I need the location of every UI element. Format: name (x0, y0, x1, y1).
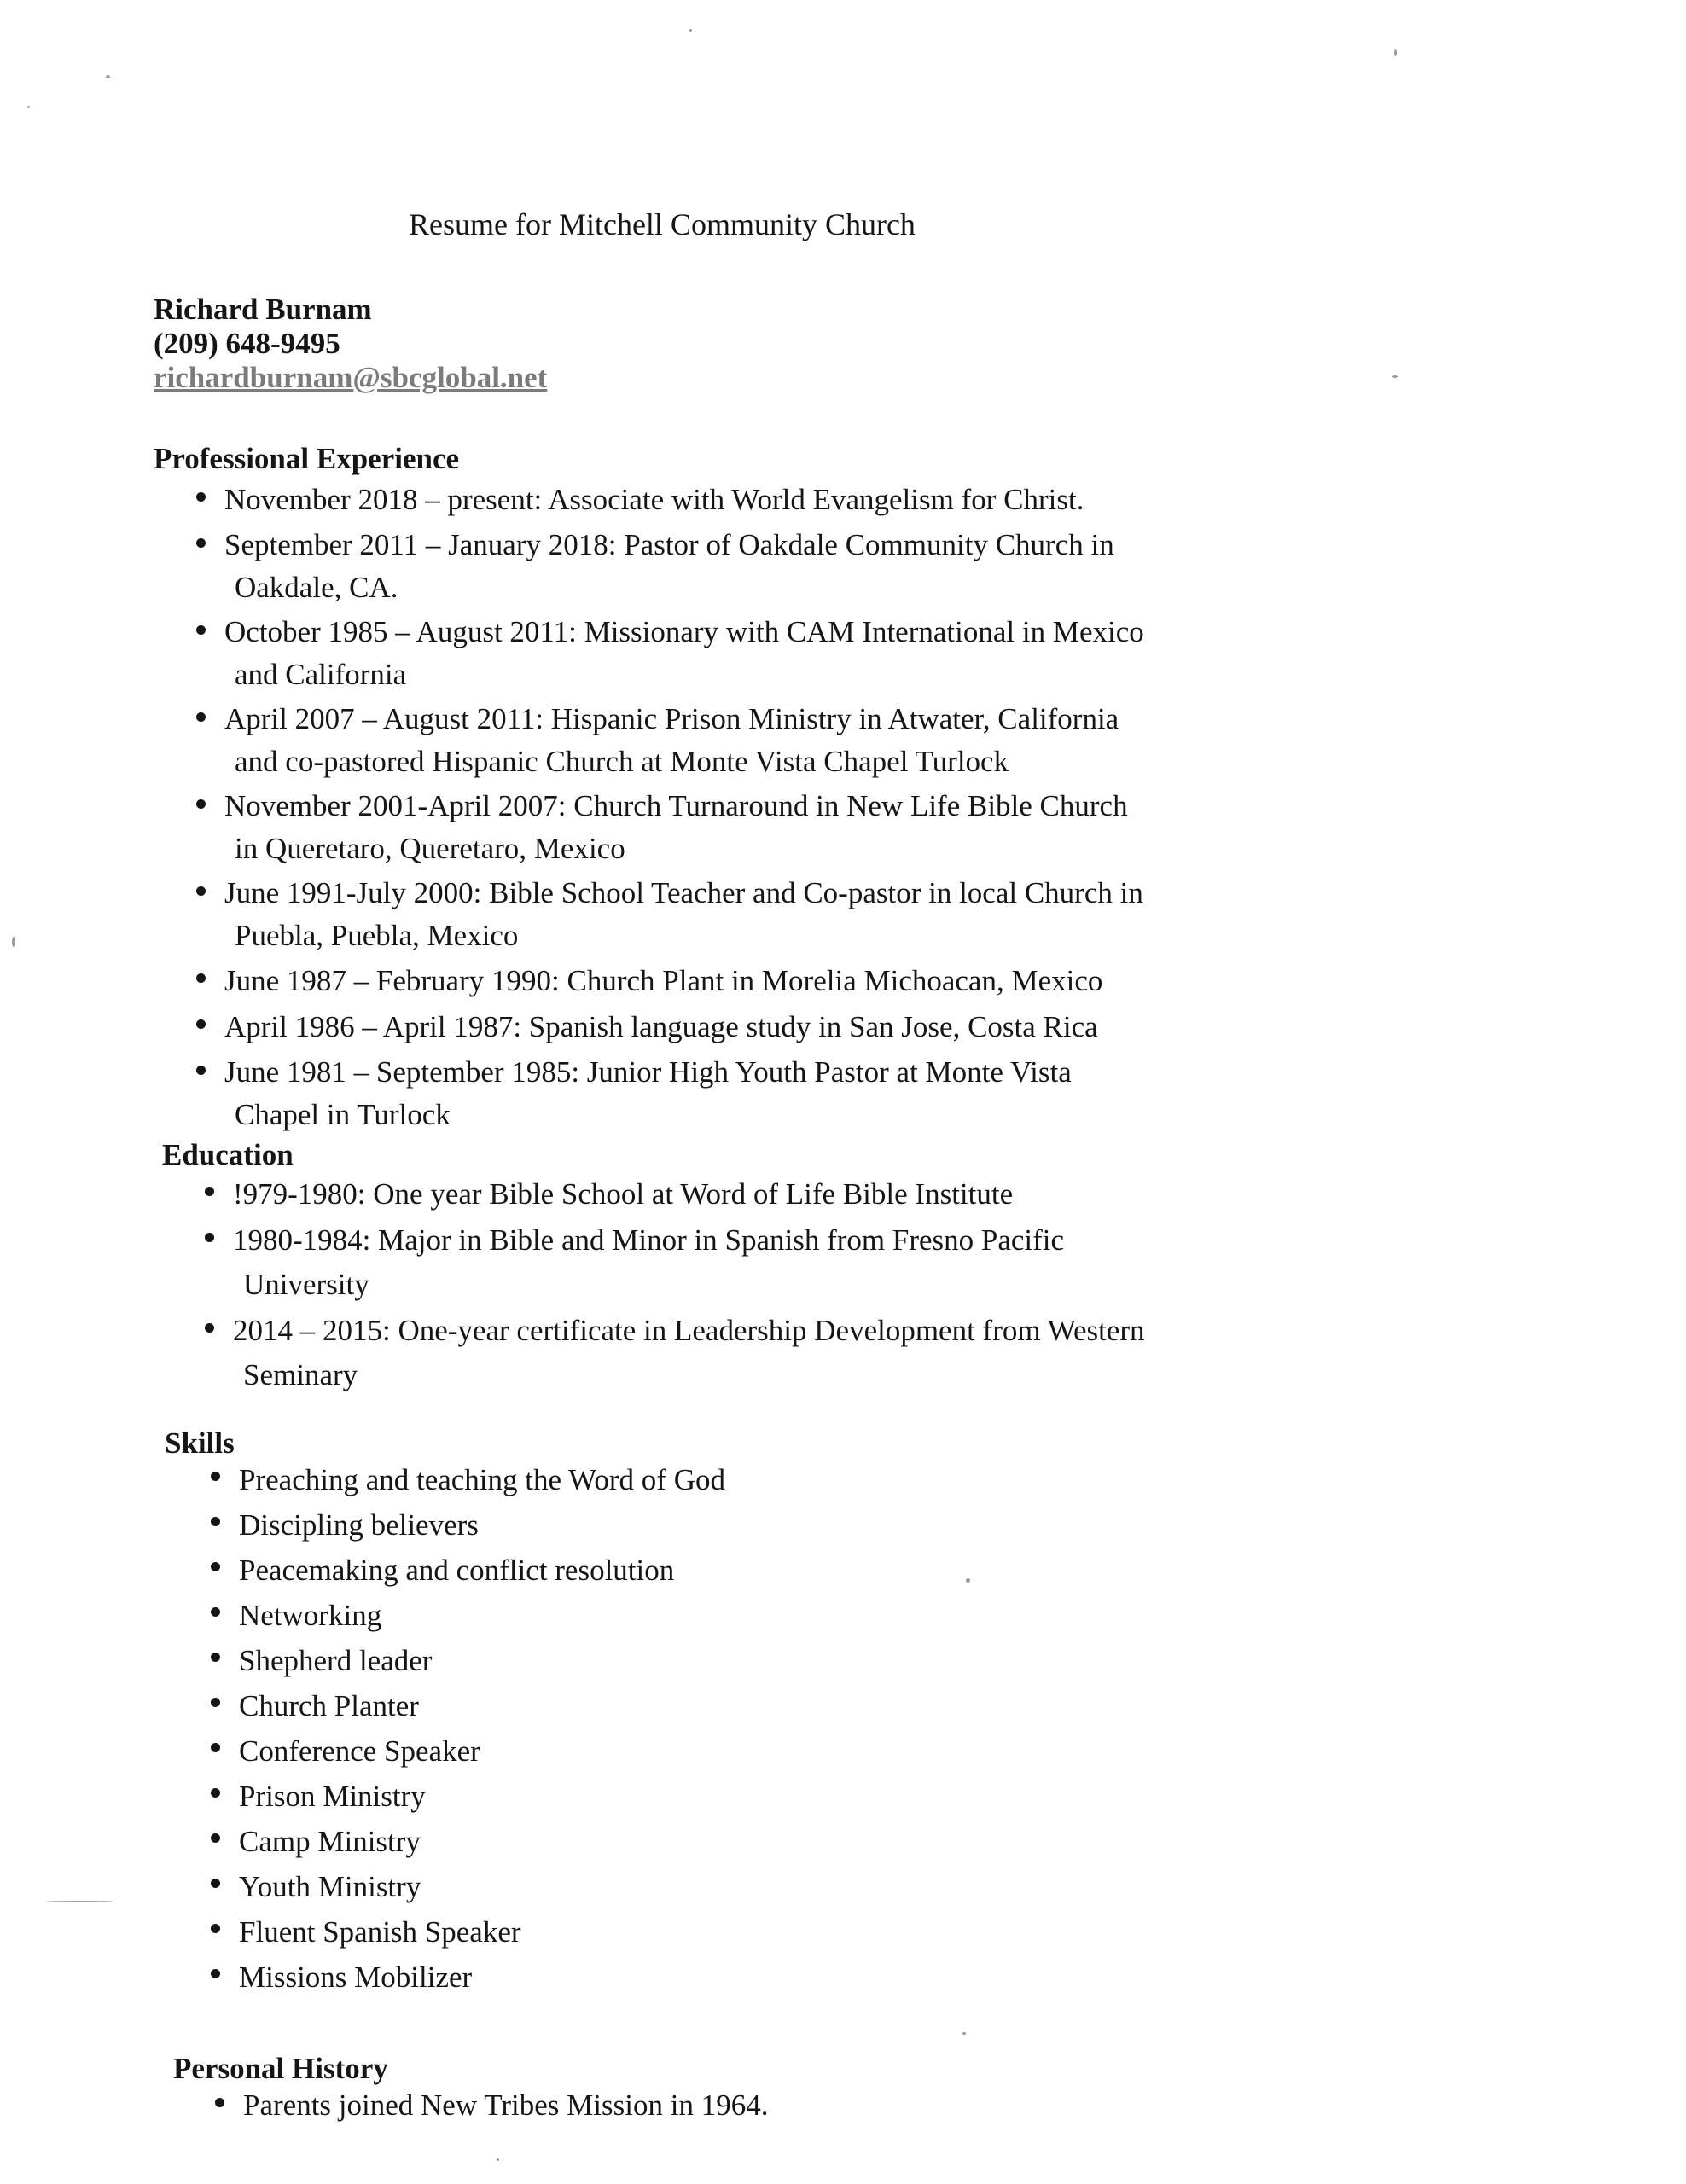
experience-item-text: November 2018 – present: Associate with World Evangelism for Christ. (224, 483, 1084, 516)
skill-item: Preaching and teaching the Word of God (211, 1457, 1064, 1502)
experience-item (196, 959, 1220, 1003)
experience-item-text: April 1986 – April 1987: Spanish language study in San Jose, Costa Rica (224, 1010, 1098, 1043)
scan-speck (966, 1578, 970, 1583)
experience-item (196, 872, 1220, 957)
skill-item: Prison Ministry (211, 1774, 1064, 1819)
education-item-text: 2014 – 2015: One-year certificate in Leadership Development from Western (233, 1314, 1145, 1347)
contact-email-link[interactable]: richardburnam@sbcglobal.net (154, 361, 548, 394)
experience-item (196, 698, 1220, 783)
skills-heading: Skills (165, 1426, 235, 1460)
skill-item: Missions Mobilizer (211, 1955, 1064, 2000)
experience-item (196, 524, 1220, 609)
experience-item (196, 478, 1220, 522)
education-item-continuation: University (243, 1268, 369, 1301)
education-item-text: !979-1980: One year Bible School at Word of Life Bible Institute (233, 1177, 1014, 1211)
personal-history-heading: Personal History (173, 2052, 388, 2085)
skill-item: Peacemaking and conflict resolution (211, 1548, 1064, 1593)
education-item-text: 1980-1984: Major in Bible and Minor in Spanish from Fresno Pacific (233, 1223, 1065, 1257)
skill-item: Discipling believers (211, 1502, 1064, 1548)
personal-history-list (215, 2083, 1068, 2128)
scan-speck (1392, 375, 1398, 378)
skill-item: Church Planter (211, 1683, 1064, 1728)
scan-speck (46, 1901, 114, 1902)
scan-speck (1394, 49, 1397, 56)
skill-item: Fluent Spanish Speaker (211, 1909, 1064, 1955)
scan-speck (106, 75, 110, 78)
contact-phone: (209) 648-9495 (154, 327, 340, 360)
experience-item-text: September 2011 – January 2018: Pastor of Oakdale Community Church in (224, 528, 1114, 561)
skill-item: Conference Speaker (211, 1728, 1064, 1774)
education-item (205, 1172, 1220, 1217)
professional-experience-heading: Professional Experience (154, 442, 460, 475)
skill-item: Networking (211, 1593, 1064, 1638)
experience-item-continuation: and co-pastored Hispanic Church at Monte Vista Chapel Turlock (235, 745, 1009, 778)
education-list (205, 1172, 1220, 1399)
experience-item-continuation: Oakdale, CA. (235, 571, 398, 604)
scan-speck (962, 2032, 966, 2035)
education-heading: Education (162, 1138, 294, 1171)
education-item-continuation: Seminary (243, 1358, 358, 1391)
experience-item-continuation: and California (235, 658, 407, 691)
experience-item (196, 1005, 1220, 1049)
document-title: Resume for Mitchell Community Church (409, 207, 916, 241)
scan-speck (27, 106, 30, 108)
skill-item: Camp Ministry (211, 1819, 1064, 1864)
professional-experience-list (196, 478, 1220, 1138)
experience-item-text: June 1991-July 2000: Bible School Teacher and Co-pastor in local Church in (224, 876, 1143, 909)
experience-item-text: November 2001-April 2007: Church Turnaround in New Life Bible Church (224, 789, 1128, 822)
experience-item (196, 611, 1220, 696)
skill-item: Youth Ministry (211, 1864, 1064, 1909)
experience-item-continuation: in Queretaro, Queretaro, Mexico (235, 832, 625, 865)
education-item (205, 1218, 1220, 1307)
contact-block (154, 293, 547, 395)
experience-item-continuation: Puebla, Puebla, Mexico (235, 919, 519, 952)
scan-speck (497, 2158, 499, 2161)
skills-list (211, 1457, 1064, 2000)
experience-item-text: October 1985 – August 2011: Missionary with CAM International in Mexico (224, 615, 1144, 648)
skill-item: Shepherd leader (211, 1638, 1064, 1683)
experience-item-continuation: Chapel in Turlock (235, 1098, 451, 1131)
contact-name: Richard Burnam (154, 293, 372, 326)
scan-speck (689, 29, 692, 32)
experience-item (196, 785, 1220, 870)
scan-speck (12, 937, 15, 947)
experience-item-text: April 2007 – August 2011: Hispanic Prison Ministry in Atwater, California (224, 702, 1119, 735)
experience-item-text: June 1981 – September 1985: Junior High Youth Pastor at Monte Vista (224, 1055, 1072, 1089)
experience-item-text: June 1987 – February 1990: Church Plant in Morelia Michoacan, Mexico (224, 964, 1103, 997)
personal-history-item: Parents joined New Tribes Mission in 1964. (215, 2083, 1068, 2128)
experience-item (196, 1051, 1220, 1136)
education-item (205, 1309, 1220, 1397)
